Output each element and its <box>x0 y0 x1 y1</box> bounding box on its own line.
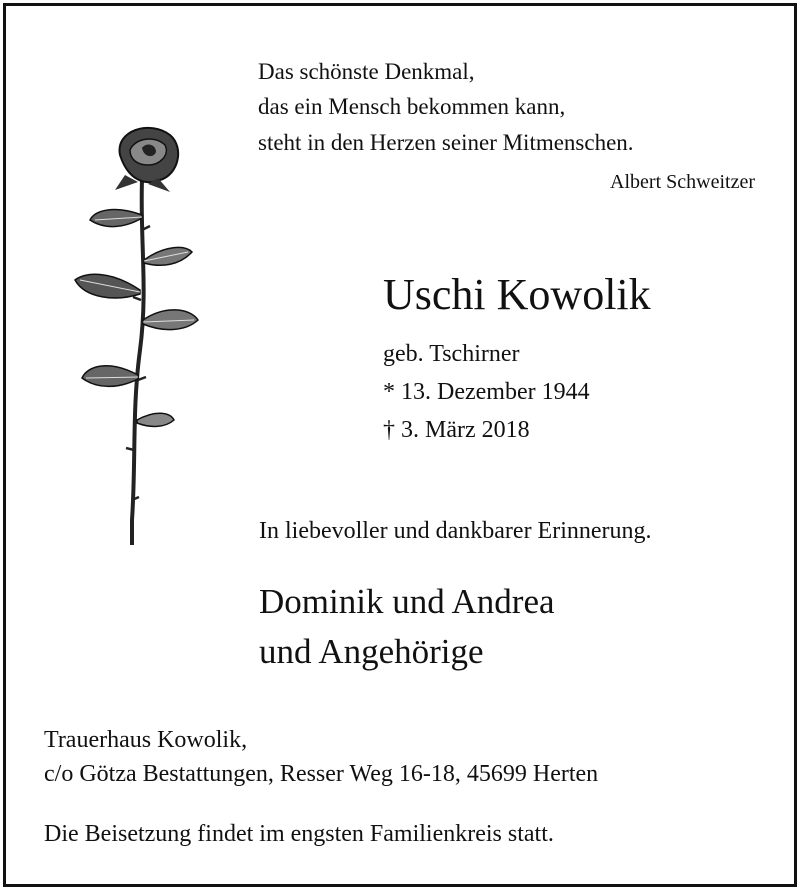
address-line-2: c/o Götza Bestattungen, Resser Weg 16-18, 45699 Herten <box>44 761 599 787</box>
birth-date: * 13. Dezember 1944 <box>383 379 590 405</box>
quote-line-3: steht in den Herzen seiner Mitmenschen. <box>258 130 634 155</box>
death-date: † 3. März 2018 <box>383 417 530 443</box>
family-line-2: und Angehörige <box>259 632 484 671</box>
quote-line-1: Das schönste Denkmal, <box>258 59 475 84</box>
maiden-name: geb. Tschirner <box>383 341 520 367</box>
family-line-1: Dominik und Andrea <box>259 582 555 621</box>
rose-icon <box>70 120 200 560</box>
quote-author: Albert Schweitzer <box>610 171 755 193</box>
memory-line: In liebevoller und dankbarer Erinnerung. <box>259 518 652 544</box>
deceased-name: Uschi Kowolik <box>383 270 651 319</box>
burial-notice: Die Beisetzung findet im engsten Familienkreis statt. <box>44 821 554 847</box>
quote-line-2: das ein Mensch bekommen kann, <box>258 94 566 119</box>
address-line-1: Trauerhaus Kowolik, <box>44 727 248 753</box>
